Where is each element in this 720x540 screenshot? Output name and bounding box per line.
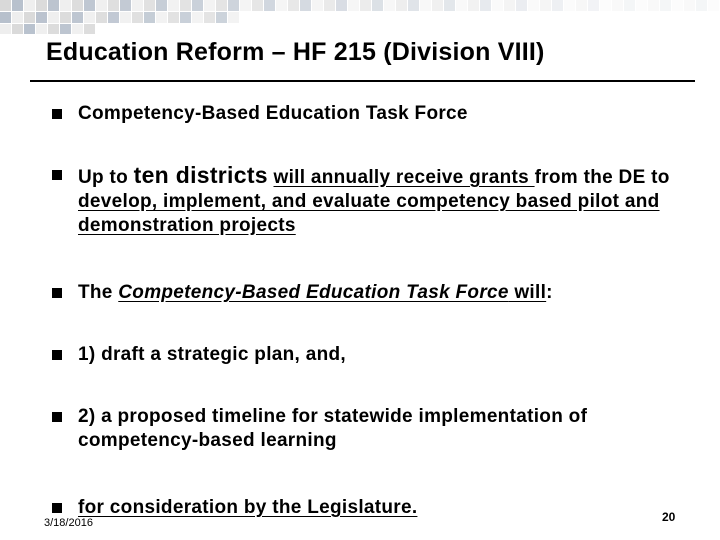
checker-column (540, 0, 552, 12)
checker-square (492, 0, 503, 11)
underlined-text: will (508, 282, 547, 303)
checker-column (576, 0, 588, 12)
checker-column (372, 0, 384, 12)
checker-column (588, 0, 600, 12)
checker-square (84, 24, 95, 34)
checker-square (48, 24, 59, 34)
checker-square (180, 0, 191, 11)
checker-square (216, 12, 227, 23)
checker-square (216, 0, 227, 11)
checker-column (168, 0, 180, 24)
checker-column (420, 0, 432, 12)
checker-square (552, 0, 563, 11)
checker-square (192, 0, 203, 11)
checker-column (72, 0, 84, 34)
checker-column (408, 0, 420, 12)
checker-square (72, 24, 83, 34)
checker-square (312, 0, 323, 11)
checker-square (372, 0, 383, 11)
bullet-item (52, 343, 692, 367)
checker-square (132, 12, 143, 23)
bullet-text-part: from the DE to (534, 167, 670, 188)
checker-square (48, 0, 59, 11)
checker-square (24, 24, 35, 34)
checker-square (564, 0, 575, 11)
bullet-item (52, 496, 692, 520)
checker-column (504, 0, 516, 12)
checker-square (336, 0, 347, 11)
checker-column (180, 0, 192, 24)
square-bullet-icon (52, 170, 62, 180)
slide-title: Education Reform – HF 215 (Division VIII) (46, 38, 545, 66)
checker-square (384, 0, 395, 11)
checker-column (468, 0, 480, 12)
checker-square (96, 12, 107, 23)
checker-square (684, 0, 695, 11)
underlined-italic-text: Competency-Based Education Task Force (118, 282, 509, 303)
checker-square (600, 0, 611, 11)
checker-square (432, 0, 443, 11)
checker-square (708, 0, 719, 11)
checker-column (552, 0, 564, 12)
checker-square (480, 0, 491, 11)
checker-square (360, 0, 371, 11)
bullet-text-part: : (546, 282, 553, 303)
checker-column (624, 0, 636, 12)
checker-square (132, 0, 143, 11)
checker-column (612, 0, 624, 12)
checker-column (648, 0, 660, 12)
underlined-text: will annually receive grants (273, 167, 535, 188)
checker-square (408, 0, 419, 11)
checker-column (276, 0, 288, 12)
checker-square (60, 24, 71, 34)
checker-square (696, 0, 707, 11)
checker-column (312, 0, 324, 12)
checker-column (528, 0, 540, 12)
checker-square (36, 12, 47, 23)
checker-square (468, 0, 479, 11)
bullet-item (52, 102, 692, 126)
checker-column (300, 0, 312, 12)
checker-square (108, 0, 119, 11)
square-bullet-icon (52, 288, 62, 298)
checker-column (12, 0, 24, 34)
checker-column (192, 0, 204, 24)
checker-column (108, 0, 120, 24)
checker-column (492, 0, 504, 12)
checker-column (396, 0, 408, 12)
checker-square (540, 0, 551, 11)
square-bullet-icon (52, 503, 62, 513)
checker-column (672, 0, 684, 12)
checker-column (708, 0, 720, 12)
checker-square (504, 0, 515, 11)
checker-square (204, 12, 215, 23)
checker-square (624, 0, 635, 11)
checker-header-pattern (0, 0, 720, 34)
checker-square (24, 0, 35, 11)
checker-square (84, 12, 95, 23)
checker-column (144, 0, 156, 24)
checker-column (360, 0, 372, 12)
checker-column (204, 0, 216, 24)
footer-date: 3/18/2016 (44, 517, 93, 529)
checker-square (144, 12, 155, 23)
checker-column (36, 0, 48, 34)
bullet-item (52, 281, 692, 305)
checker-square (516, 0, 527, 11)
checker-square (576, 0, 587, 11)
checker-column (636, 0, 648, 12)
square-bullet-icon (52, 412, 62, 422)
checker-square (240, 0, 251, 11)
checker-square (156, 0, 167, 11)
checker-column (516, 0, 528, 12)
checker-column (600, 0, 612, 12)
checker-square (348, 0, 359, 11)
checker-square (48, 12, 59, 23)
checker-column (564, 0, 576, 12)
checker-square (276, 0, 287, 11)
checker-column (252, 0, 264, 12)
checker-square (12, 0, 23, 11)
bullet-text: 2) a proposed timeline for statewide implementation of competency-based learning (78, 406, 588, 451)
checker-column (216, 0, 228, 24)
checker-column (240, 0, 252, 12)
checker-column (444, 0, 456, 12)
checker-square (0, 12, 11, 23)
checker-square (300, 0, 311, 11)
bullet-text (78, 163, 692, 238)
checker-column (48, 0, 60, 34)
checker-square (168, 0, 179, 11)
checker-column (228, 0, 240, 24)
checker-square (120, 12, 131, 23)
checker-square (648, 0, 659, 11)
checker-square (660, 0, 671, 11)
checker-square (288, 0, 299, 11)
checker-column (264, 0, 276, 12)
checker-column (660, 0, 672, 12)
checker-column (480, 0, 492, 12)
checker-square (84, 0, 95, 11)
checker-square (180, 12, 191, 23)
checker-square (72, 12, 83, 23)
bullet-item (52, 405, 692, 453)
checker-square (72, 0, 83, 11)
checker-square (60, 0, 71, 11)
checker-column (684, 0, 696, 12)
checker-column (432, 0, 444, 12)
checker-column (96, 0, 108, 24)
checker-square (456, 0, 467, 11)
checker-square (396, 0, 407, 11)
checker-column (456, 0, 468, 12)
checker-column (384, 0, 396, 12)
checker-square (12, 12, 23, 23)
checker-square (0, 0, 11, 11)
underlined-text: develop, implement, and evaluate competency based pilot and demonstration projects (78, 191, 660, 236)
checker-column (156, 0, 168, 24)
checker-column (348, 0, 360, 12)
checker-square (192, 12, 203, 23)
checker-square (612, 0, 623, 11)
checker-column (288, 0, 300, 12)
square-bullet-icon (52, 350, 62, 360)
checker-square (444, 0, 455, 11)
checker-square (156, 12, 167, 23)
checker-square (36, 24, 47, 34)
page-number: 20 (662, 510, 676, 524)
checker-square (120, 0, 131, 11)
bullet-text-part: The (78, 282, 119, 303)
bullet-item (52, 163, 692, 238)
checker-column (336, 0, 348, 12)
checker-column (696, 0, 708, 12)
checker-column (60, 0, 72, 34)
checker-column (84, 0, 96, 34)
checker-square (24, 12, 35, 23)
bullet-text (78, 281, 553, 305)
checker-square (144, 0, 155, 11)
checker-square (588, 0, 599, 11)
checker-square (0, 24, 11, 34)
checker-square (96, 0, 107, 11)
checker-square (228, 12, 239, 23)
title-underline-rule (30, 80, 695, 82)
underlined-text: for consideration by the Legislature. (78, 497, 418, 518)
checker-square (636, 0, 647, 11)
checker-square (528, 0, 539, 11)
checker-square (324, 0, 335, 11)
checker-square (252, 0, 263, 11)
emphasis-text: ten districts (133, 162, 268, 188)
checker-square (12, 24, 23, 34)
square-bullet-icon (52, 109, 62, 119)
checker-column (132, 0, 144, 24)
checker-square (168, 12, 179, 23)
checker-square (672, 0, 683, 11)
checker-square (228, 0, 239, 11)
checker-square (108, 12, 119, 23)
checker-column (324, 0, 336, 12)
bullet-text-part: Up to (78, 167, 134, 188)
checker-square (420, 0, 431, 11)
checker-column (0, 0, 12, 34)
checker-column (24, 0, 36, 34)
checker-square (36, 0, 47, 11)
checker-column (120, 0, 132, 24)
bullet-text: Competency-Based Education Task Force (78, 103, 468, 124)
bullet-text: 1) draft a strategic plan, and, (78, 344, 346, 365)
checker-square (60, 12, 71, 23)
checker-square (204, 0, 215, 11)
checker-square (264, 0, 275, 11)
